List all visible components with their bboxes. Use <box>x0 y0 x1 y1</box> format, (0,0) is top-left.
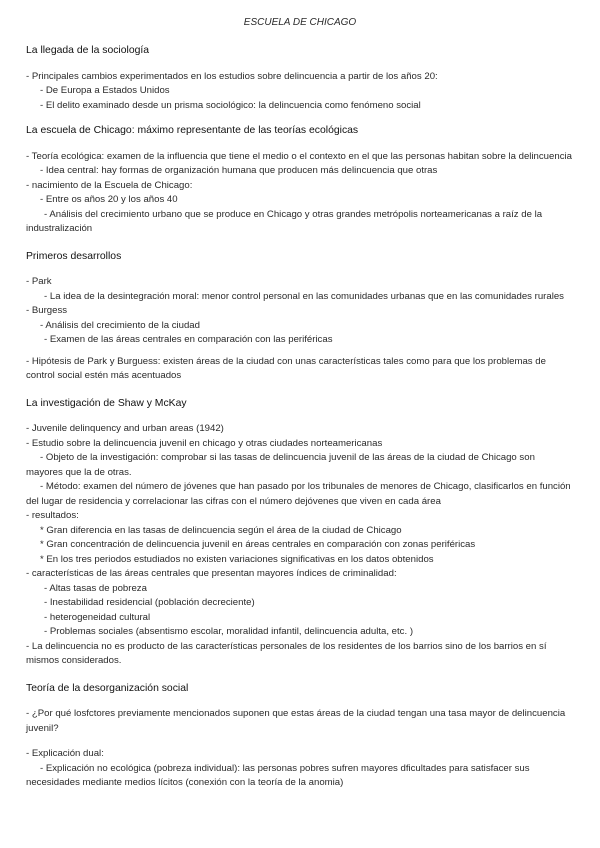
text-line: - Objeto de la investigación: comprobar si las tasas de delincuencia juvenil de las áreas de la ciudad de Chicago son mayores que la de otras. <box>26 452 535 478</box>
text-line: - La delincuencia no es producto de las características personales de los residentes de los barrios sino de los barrios en sí mismos considerados. <box>26 640 547 666</box>
text-line: - Park <box>26 276 52 287</box>
text-line: - Explicación no ecológica (pobreza individual): las personas pobres sufren mayores dficultades para satisfacer sus necesidades mediante medios lícitos (conexión con la teoría de la anomia) <box>26 762 530 788</box>
text-line: - El delito examinado desde un prisma sociológico: la delincuencia como fenómeno social <box>40 99 421 111</box>
text-line: - Hipótesis de Park y Burguess: existen áreas de la ciudad con unas características tales como para que los problemas de control social estén más acentuados <box>26 355 546 381</box>
text-line: - nacimiento de la Escuela de Chicago: <box>26 179 193 191</box>
section-heading-escuela: La escuela de Chicago: máximo representante de las teorías ecológicas <box>26 125 359 136</box>
text-line: - Juvenile delinquency and urban areas (1942) <box>26 423 224 434</box>
text-line: - Teoría ecológica: examen de la influencia que tiene el medio o el contexto en el que las personas habitan sobre la delincuencia <box>26 150 572 162</box>
text-line: - Explicación dual: <box>26 748 104 759</box>
text-line: - Análisis del crecimiento urbano que se produce en Chicago y otras grandes metrópolis norteamericanas a raíz de la industralización <box>26 208 543 234</box>
text-line: - Idea central: hay formas de organización humana que producen más delincuencia que otras <box>40 165 438 176</box>
text-line: - heterogeneidad cultural <box>44 611 151 623</box>
section-heading-desorganizacion: Teoría de la desorganización social <box>26 682 189 694</box>
text-line: - características de las áreas centrales que presentan mayores índices de criminalidad: <box>26 568 397 579</box>
text-line: - ¿Por qué losfctores previamente mencionados suponen que estas áreas de la ciudad tengan una tasa mayor de delincuencia juvenil? <box>26 708 566 734</box>
text-line: - Entre os años 20 y los años 40 <box>40 194 178 205</box>
section-heading-desarrollos: Primeros desarrollos <box>26 250 122 262</box>
text-line: - Examen de las áreas centrales en comparación con las periféricas <box>44 334 333 345</box>
section-heading-sociologia: La llegada de la sociología <box>26 45 150 56</box>
text-line: * Gran concentración de delincuencia juvenil en áreas centrales en comparación con zonas periféricas <box>40 539 476 550</box>
text-line: - Principales cambios experimentados en los estudios sobre delincuencia a partir de los años 20: <box>26 70 438 82</box>
text-line: - Estudio sobre la delincuencia juvenil en chicago y otras ciudades norteamericanas <box>26 437 383 449</box>
text-line: - Análisis del crecimiento de la ciudad <box>40 319 200 331</box>
text-line: - La idea de la desintegración moral: menor control personal en las comunidades urbanas que en las comunidades rurales <box>44 290 564 302</box>
text-line: * En los tres periodos estudiados no existen variaciones significativas en los datos obtenidos <box>40 553 434 565</box>
section-heading-shaw-mckay: La investigación de Shaw y McKay <box>26 397 187 409</box>
text-line: - Problemas sociales (absentismo escolar, moralidad infantil, delincuencia adulta, etc. ) <box>44 626 414 637</box>
text-line: - De Europa a Estados Unidos <box>40 85 170 96</box>
text-line: * Gran diferencia en las tasas de delincuencia según el área de la ciudad de Chicago <box>40 524 402 536</box>
text-line: - Altas tasas de pobreza <box>44 582 147 594</box>
text-line: - Inestabilidad residencial (población decreciente) <box>44 597 255 608</box>
page-title: ESCUELA DE CHICAGO <box>243 17 357 28</box>
text-line: - Método: examen del número de jóvenes que han pasado por los tribunales de menores de Chicago, clasificarlos en función del lugar de residencia y correlacionar las cifras con el número dejóvenes que viven en cada área <box>26 481 571 507</box>
text-line: - Burgess <box>26 305 68 316</box>
text-line: - resultados: <box>26 510 79 521</box>
